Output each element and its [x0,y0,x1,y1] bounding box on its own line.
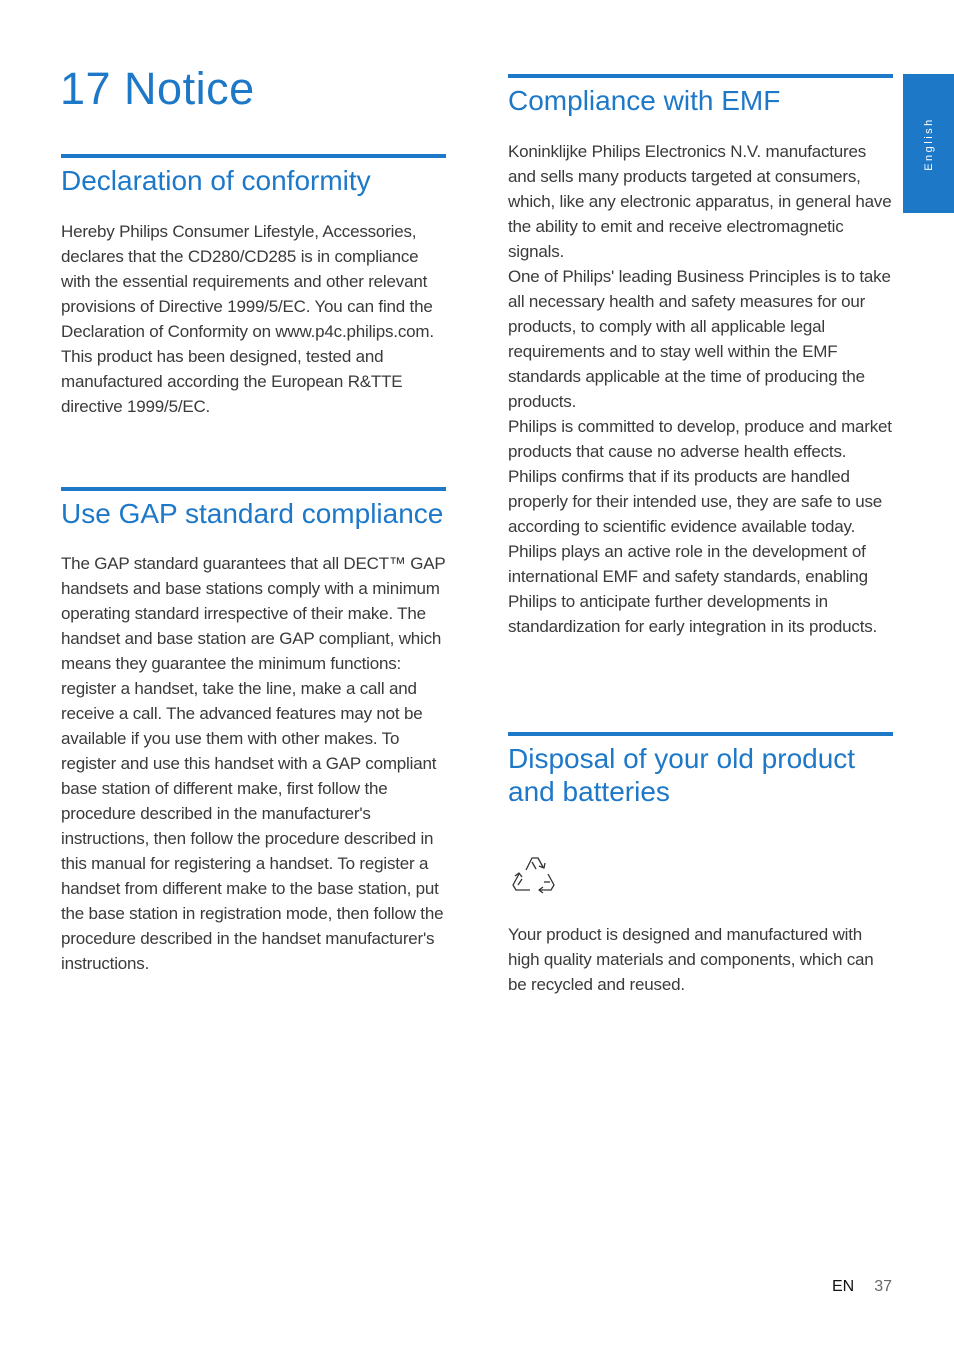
page-number: 37 [874,1278,892,1295]
paragraph: Hereby Philips Consumer Lifestyle, Accessories, declares that the CD280/CD285 is in compliance with the essential requirements and other relevant provisions of Directive 1999/5/EC. You can find the Declaration of Conformity on www.p4c.philips.com. [61,222,434,341]
section-emf [508,74,893,639]
paragraph: The GAP standard guarantees that all DECT™ GAP handsets and base stations comply with a minimum operating standard irrespective of their make. The handset and base station are GAP compliant, which means they guarantee the minimum functions: register a handset, take the line, make a call and receive a call. The advanced features may not be available if you use them with other makes. To register and use this handset with a GAP compliant base station of different make, first follow the procedure described in the manufacturer's instructions, then follow the procedure described in this manual for registering a handset. To register a handset from different make to the base station, put the base station in registration mode, then follow the procedure described in the handset manufacturer's instructions. [61,554,446,973]
paragraph: This product has been designed, tested and manufactured according the European R&TTE directive 1999/5/EC. [61,347,403,416]
paragraph: Your product is designed and manufactured with high quality materials and components, which can be recycled and reused. [508,925,874,994]
section-body [61,219,446,419]
section-heading: Use GAP standard compliance [61,498,444,529]
paragraph: Philips plays an active role in the development of international EMF and safety standards, enabling Philips to anticipate further developments in standardization for early integration in its products. [508,542,878,636]
paragraph: One of Philips' leading Business Principles is to take all necessary health and safety measures for our products, to comply with all applicable legal requirements and to stay well within the EMF standards applicable at the time of producing the products. [508,267,891,411]
section-body [508,922,893,997]
section-gap [61,487,446,976]
section-declaration [61,154,446,419]
footer-language: EN [831,1278,855,1295]
section-body [508,139,893,639]
paragraph: Philips is committed to develop, produce and market products that cause no adverse health effects. Philips confirms that if its products are handled properly for their intended use, they are safe to use according to scientific evidence available today. [508,417,892,536]
recycle-icon [508,852,558,902]
section-disposal [508,732,893,997]
paragraph: Koninklijke Philips Electronics N.V. manufactures and sells many products targeted at consumers, which, like any electronic apparatus, in general have the ability to emit and receive electromagnetic signals. [508,142,892,261]
section-heading: Disposal of your old product and batteries [508,743,856,807]
language-side-tab-label: English [922,117,935,171]
section-body [61,551,446,976]
section-heading: Declaration of conformity [61,165,371,196]
chapter-title: 17 Notice [60,63,255,114]
section-heading: Compliance with EMF [508,85,781,116]
page-footer [832,1278,892,1296]
language-side-tab [903,74,954,213]
